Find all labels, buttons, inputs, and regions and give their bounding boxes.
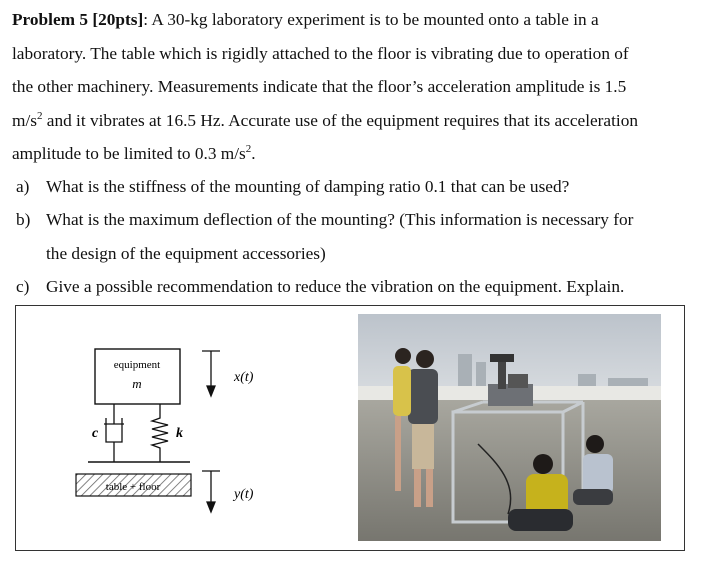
base-excitation-diagram [16, 306, 356, 552]
problem-statement [12, 0, 712, 171]
question-label: c) [16, 277, 30, 296]
problem-line-1: Problem 5 [20pts]: A 30-kg laboratory experiment is to be mounted onto a table in a [12, 10, 599, 29]
problem-line-2: laboratory. The table which is rigidly attached to the floor is vibrating due to operation of [12, 43, 629, 63]
lab-photo [358, 314, 661, 541]
y-displacement-arrow [202, 471, 220, 512]
question-c [16, 270, 712, 304]
problem-line-4: $m/s^2$ and it vibrates at 16.5 Hz. Accurate use of the equipment requires that its acceleration [12, 109, 638, 130]
mass-label: m [132, 376, 142, 391]
question-b [16, 203, 712, 237]
question-a [16, 170, 712, 204]
question-text: What is the stiffness of the mounting of damping ratio 0.1 that can be used? [46, 177, 570, 196]
question-text: the design of the equipment accessories) [46, 244, 326, 263]
question-label: b) [16, 210, 31, 229]
question-text: Give a possible recommendation to reduce the vibration on the equipment. Explain. [46, 277, 625, 296]
base-label: table + floor [105, 481, 161, 493]
question-text: What is the maximum deflection of the mounting? (This information is necessary for [46, 210, 634, 229]
problem-line-5: amplitude to be limited to 0.3 $m/s^2$. [12, 143, 256, 163]
spring-label: k [176, 426, 183, 441]
damper [104, 404, 124, 462]
figure-box [15, 305, 685, 551]
question-label: a) [16, 177, 30, 196]
y-displacement-label: y(t) [234, 487, 254, 502]
spring [152, 404, 168, 462]
x-displacement-label: x(t) [234, 370, 254, 385]
problem-line-3: the other machinery. Measurements indicate that the floor’s acceleration amplitude is 1.5 [12, 77, 627, 96]
problem-heading: Problem 5 [20pts] [12, 10, 144, 29]
x-displacement-arrow [202, 351, 220, 396]
damper-label: c [92, 426, 99, 441]
equipment-label: equipment [113, 359, 161, 371]
